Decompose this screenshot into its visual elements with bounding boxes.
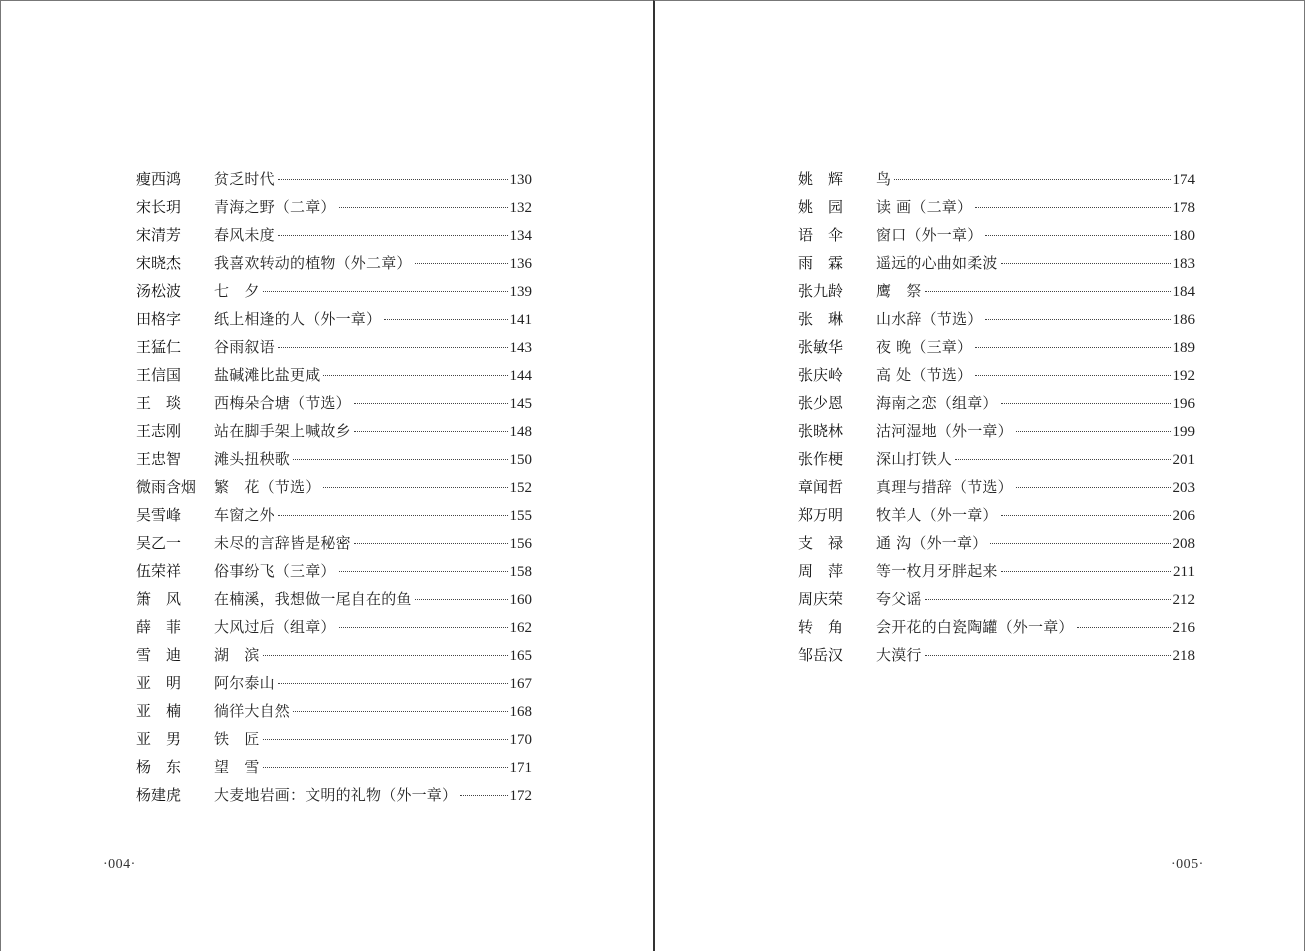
toc-title: 俗事纷飞（三章） <box>214 562 336 580</box>
toc-page-number: 136 <box>509 256 532 272</box>
toc-author: 郑万明 <box>798 506 844 524</box>
toc-page-number: 152 <box>509 480 532 496</box>
toc-leader-dots <box>323 374 507 376</box>
toc-entry <box>136 725 532 753</box>
toc-title: 未尽的言辞皆是秘密 <box>214 534 351 552</box>
toc-author: 亚 男 <box>136 730 182 748</box>
toc-entry <box>136 501 532 529</box>
toc-entry <box>798 361 1195 389</box>
toc-leader-dots <box>1016 486 1171 488</box>
toc-author: 杨建虎 <box>136 786 182 804</box>
toc-leader-dots <box>263 290 508 292</box>
toc-leader-dots <box>293 710 507 712</box>
toc-author: 姚 园 <box>798 198 844 216</box>
toc-title: 大漠行 <box>876 646 922 664</box>
toc-leader-dots <box>985 318 1170 320</box>
toc-leader-dots <box>384 318 507 320</box>
toc-author: 张庆岭 <box>798 366 844 384</box>
toc-page-number: 183 <box>1172 256 1195 272</box>
toc-entry <box>136 417 532 445</box>
toc-page-number: 156 <box>509 536 532 552</box>
toc-page-number: 167 <box>509 676 532 692</box>
toc-title: 夸父谣 <box>876 590 922 608</box>
toc-leader-dots <box>975 206 1170 208</box>
toc-title: 在楠溪，我想做一尾自在的鱼 <box>214 590 412 608</box>
toc-leader-dots <box>1001 402 1171 404</box>
toc-entry <box>136 669 532 697</box>
toc-entry <box>136 277 532 305</box>
toc-entry <box>798 221 1195 249</box>
toc-page-number: 208 <box>1172 536 1195 552</box>
toc-title: 等一枚月牙胖起来 <box>876 562 998 580</box>
toc-leader-dots <box>278 514 508 516</box>
toc-leader-dots <box>1001 570 1171 572</box>
toc-entry <box>798 305 1195 333</box>
toc-entry <box>798 641 1195 669</box>
toc-entry <box>136 529 532 557</box>
page-folio-right: ·005· <box>1171 857 1204 872</box>
toc-leader-dots <box>278 178 508 180</box>
toc-page-number: 211 <box>1173 564 1195 580</box>
right-page <box>653 0 1305 951</box>
toc-leader-dots <box>278 234 508 236</box>
toc-author: 邹岳汉 <box>798 646 844 664</box>
toc-author: 宋长玥 <box>136 198 182 216</box>
toc-entry <box>798 501 1195 529</box>
toc-title: 繁 花（节选） <box>214 478 321 496</box>
toc-entry <box>136 641 532 669</box>
toc-author: 王信国 <box>136 366 182 384</box>
toc-page-number: 212 <box>1172 592 1195 608</box>
toc-list-right <box>798 165 1195 669</box>
toc-author: 王猛仁 <box>136 338 182 356</box>
toc-page-number: 186 <box>1172 312 1195 328</box>
toc-title: 读 画（二章） <box>876 198 973 216</box>
toc-leader-dots <box>278 682 508 684</box>
toc-entry <box>798 557 1195 585</box>
toc-author: 张 琳 <box>798 310 844 328</box>
toc-title: 高 处（节选） <box>876 366 973 384</box>
toc-leader-dots <box>460 794 507 796</box>
toc-page-number: 184 <box>1172 284 1195 300</box>
toc-page-number: 206 <box>1172 508 1195 524</box>
toc-entry <box>136 305 532 333</box>
toc-author: 转 角 <box>798 618 844 636</box>
toc-title: 我喜欢转动的植物（外二章） <box>214 254 412 272</box>
toc-entry <box>798 445 1195 473</box>
toc-page-number: 139 <box>509 284 532 300</box>
toc-title: 春风未度 <box>214 226 275 244</box>
toc-title: 贫乏时代 <box>214 170 275 188</box>
toc-title: 夜 晚（三章） <box>876 338 973 356</box>
toc-leader-dots <box>293 458 507 460</box>
toc-title: 深山打铁人 <box>876 450 953 468</box>
toc-author: 王 琰 <box>136 394 182 412</box>
toc-leader-dots <box>894 178 1170 180</box>
toc-entry <box>798 473 1195 501</box>
toc-page-number: 134 <box>509 228 532 244</box>
toc-page-number: 203 <box>1172 480 1195 496</box>
toc-leader-dots <box>1077 626 1171 628</box>
toc-author: 汤松波 <box>136 282 182 300</box>
toc-page-number: 180 <box>1172 228 1195 244</box>
toc-entry <box>136 221 532 249</box>
toc-entry <box>136 193 532 221</box>
toc-entry <box>798 529 1195 557</box>
toc-title: 车窗之外 <box>214 506 275 524</box>
toc-page-number: 158 <box>509 564 532 580</box>
toc-page-number: 160 <box>509 592 532 608</box>
toc-title: 大麦地岩画：文明的礼物（外一章） <box>214 786 458 804</box>
toc-entry <box>798 585 1195 613</box>
toc-leader-dots <box>339 626 508 628</box>
toc-author: 王志刚 <box>136 422 182 440</box>
toc-page-number: 143 <box>509 340 532 356</box>
toc-author: 亚 明 <box>136 674 182 692</box>
toc-entry <box>136 473 532 501</box>
toc-page-number: 196 <box>1172 396 1195 412</box>
toc-page-number: 216 <box>1172 620 1195 636</box>
toc-title: 山水辞（节选） <box>876 310 983 328</box>
toc-author: 吴乙一 <box>136 534 182 552</box>
toc-author: 雪 迪 <box>136 646 182 664</box>
toc-entry <box>136 753 532 781</box>
toc-entry <box>798 389 1195 417</box>
toc-author: 田格字 <box>136 310 182 328</box>
toc-page-number: 162 <box>509 620 532 636</box>
toc-author: 薛 菲 <box>136 618 182 636</box>
toc-title: 盐碱滩比盐更咸 <box>214 366 321 384</box>
toc-page-number: 174 <box>1172 172 1195 188</box>
toc-entry <box>136 165 532 193</box>
toc-entry <box>798 165 1195 193</box>
toc-author: 微雨含烟 <box>136 478 197 496</box>
toc-leader-dots <box>263 738 508 740</box>
toc-page-number: 172 <box>509 788 532 804</box>
toc-page-number: 155 <box>509 508 532 524</box>
toc-author: 姚 辉 <box>798 170 844 188</box>
toc-title: 鸟 <box>876 170 892 188</box>
toc-page-number: 148 <box>509 424 532 440</box>
toc-leader-dots <box>415 262 508 264</box>
toc-entry <box>136 361 532 389</box>
toc-leader-dots <box>975 374 1170 376</box>
toc-entry <box>798 417 1195 445</box>
toc-title: 阿尔泰山 <box>214 674 275 692</box>
toc-entry <box>136 697 532 725</box>
toc-entry <box>136 249 532 277</box>
toc-page-number: 141 <box>509 312 532 328</box>
toc-author: 伍荣祥 <box>136 562 182 580</box>
toc-title: 大风过后（组章） <box>214 618 336 636</box>
toc-leader-dots <box>990 542 1170 544</box>
toc-title: 滩头扭秧歌 <box>214 450 291 468</box>
toc-author: 雨 霖 <box>798 254 844 272</box>
toc-page-number: 130 <box>509 172 532 188</box>
toc-leader-dots <box>354 542 508 544</box>
toc-author: 语 伞 <box>798 226 844 244</box>
toc-leader-dots <box>278 346 508 348</box>
toc-author: 王忠智 <box>136 450 182 468</box>
toc-title: 徜徉大自然 <box>214 702 291 720</box>
toc-author: 周 萍 <box>798 562 844 580</box>
toc-leader-dots <box>925 654 1171 656</box>
toc-entry <box>798 277 1195 305</box>
toc-page-number: 165 <box>509 648 532 664</box>
toc-page-number: 171 <box>509 760 532 776</box>
toc-page-number: 150 <box>509 452 532 468</box>
toc-entry <box>136 613 532 641</box>
toc-title: 铁 匠 <box>214 730 260 748</box>
toc-title: 西梅朵合塘（节选） <box>214 394 351 412</box>
toc-entry <box>798 613 1195 641</box>
toc-page-number: 218 <box>1172 648 1195 664</box>
toc-title: 站在脚手架上喊故乡 <box>214 422 351 440</box>
toc-page-number: 144 <box>509 368 532 384</box>
toc-author: 周庆荣 <box>798 590 844 608</box>
toc-title: 七 夕 <box>214 282 260 300</box>
toc-author: 宋晓杰 <box>136 254 182 272</box>
toc-author: 亚 楠 <box>136 702 182 720</box>
toc-leader-dots <box>263 654 508 656</box>
toc-title: 鹰 祭 <box>876 282 922 300</box>
toc-title: 牧羊人（外一章） <box>876 506 998 524</box>
toc-page-number: 201 <box>1172 452 1195 468</box>
toc-leader-dots <box>1001 514 1171 516</box>
toc-entry <box>136 445 532 473</box>
toc-page-number: 189 <box>1172 340 1195 356</box>
toc-author: 杨 东 <box>136 758 182 776</box>
toc-title: 青海之野（二章） <box>214 198 336 216</box>
toc-leader-dots <box>339 570 508 572</box>
page-folio-left: ·004· <box>103 857 136 872</box>
toc-leader-dots <box>955 458 1170 460</box>
toc-entry <box>136 557 532 585</box>
toc-author: 张作梗 <box>798 450 844 468</box>
toc-entry <box>798 193 1195 221</box>
toc-page-number: 178 <box>1172 200 1195 216</box>
toc-leader-dots <box>415 598 508 600</box>
toc-author: 箫 风 <box>136 590 182 608</box>
toc-leader-dots <box>975 346 1170 348</box>
toc-title: 望 雪 <box>214 758 260 776</box>
toc-title: 湖 滨 <box>214 646 260 664</box>
toc-author: 支 禄 <box>798 534 844 552</box>
toc-author: 章闻哲 <box>798 478 844 496</box>
toc-title: 遥远的心曲如柔波 <box>876 254 998 272</box>
toc-entry <box>798 249 1195 277</box>
toc-leader-dots <box>354 430 508 432</box>
toc-entry <box>136 333 532 361</box>
toc-entry <box>136 389 532 417</box>
toc-title: 窗口（外一章） <box>876 226 983 244</box>
toc-page-number: 145 <box>509 396 532 412</box>
toc-title: 纸上相逢的人（外一章） <box>214 310 382 328</box>
toc-entry <box>798 333 1195 361</box>
toc-author: 吴雪峰 <box>136 506 182 524</box>
toc-page-number: 168 <box>509 704 532 720</box>
toc-leader-dots <box>985 234 1170 236</box>
toc-author: 张九龄 <box>798 282 844 300</box>
toc-list-left <box>136 165 532 809</box>
toc-leader-dots <box>354 402 508 404</box>
toc-title: 真理与措辞（节选） <box>876 478 1013 496</box>
toc-author: 张敏华 <box>798 338 844 356</box>
toc-page-number: 132 <box>509 200 532 216</box>
toc-leader-dots <box>323 486 507 488</box>
toc-leader-dots <box>1001 262 1171 264</box>
toc-leader-dots <box>925 598 1171 600</box>
toc-leader-dots <box>263 766 508 768</box>
toc-leader-dots <box>339 206 508 208</box>
toc-title: 会开花的白瓷陶罐（外一章） <box>876 618 1074 636</box>
toc-title: 沽河湿地（外一章） <box>876 422 1013 440</box>
toc-page-number: 192 <box>1172 368 1195 384</box>
toc-entry <box>136 585 532 613</box>
toc-author: 瘦西鸿 <box>136 170 182 188</box>
toc-title: 海南之恋（组章） <box>876 394 998 412</box>
toc-title: 通 沟（外一章） <box>876 534 988 552</box>
toc-entry <box>136 781 532 809</box>
toc-page-number: 199 <box>1172 424 1195 440</box>
toc-leader-dots <box>1016 430 1171 432</box>
toc-author: 宋清芳 <box>136 226 182 244</box>
toc-leader-dots <box>925 290 1171 292</box>
toc-author: 张晓林 <box>798 422 844 440</box>
toc-title: 谷雨叙语 <box>214 338 275 356</box>
toc-page-number: 170 <box>509 732 532 748</box>
toc-author: 张少恩 <box>798 394 844 412</box>
